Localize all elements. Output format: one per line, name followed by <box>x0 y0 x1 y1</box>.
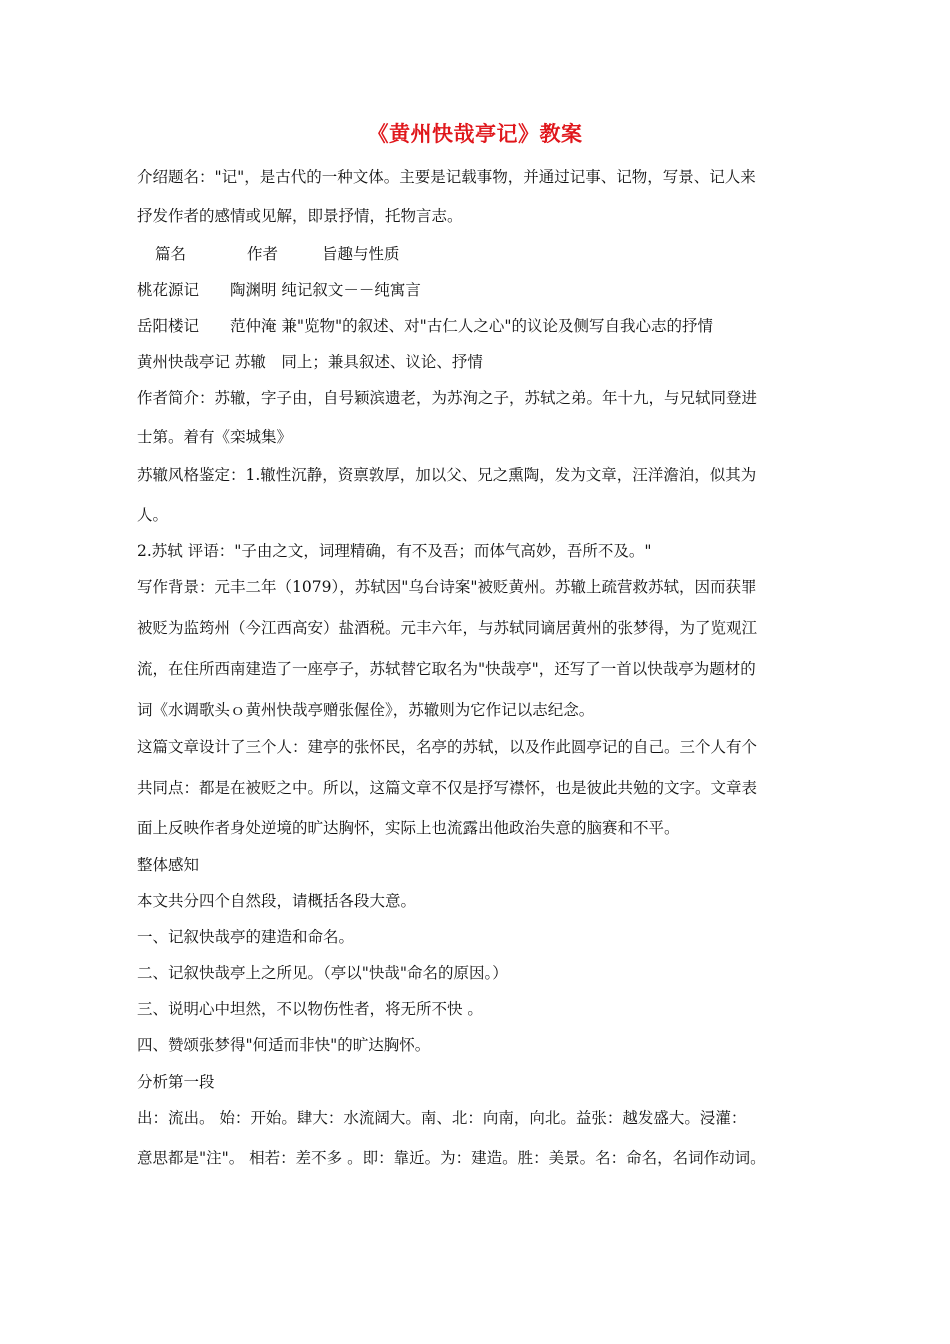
list-item: 二、记叙快哉亭上之所见。（亭以"快哉"命名的原因。） <box>137 964 508 982</box>
background-line-1: 写作背景：元丰二年（1079），苏轼因"乌台诗案"被贬黄州。苏辙上疏营救苏轼，因而获罪 <box>137 578 757 596</box>
author-intro-line-1: 作者简介：苏辙，字子由，自号颖滨遗老，为苏洵之子，苏轼之弟。年十九，与兄轼同登进 <box>137 389 758 407</box>
analysis-heading: 分析第一段 <box>137 1073 215 1091</box>
intro-line-1: 介绍题名："记"，是古代的一种文体。主要是记载事物，并通过记事、记物，写景、记人来 <box>137 168 756 186</box>
style-line-3: 2.苏轼 评语："子由之文，词理精确，有不及吾；而体气高妙，吾所不及。" <box>137 542 652 560</box>
analysis-line-2: 意思都是"注"。 相若：差不多 。即：靠近。为：建造。胜：美景。名：命名，名词作动词。 <box>137 1149 766 1167</box>
document-title: 《黄州快哉亭记》教案 <box>367 122 583 146</box>
table-header-row <box>0 244 950 264</box>
table-row: 桃花源记 陶渊明 纯记叙文－－纯寓言 <box>137 281 421 299</box>
list-item: 三、说明心中坦然，不以物伤性者，将无所不快 。 <box>137 1000 483 1018</box>
design-line-2: 共同点：都是在被贬之中。所以，这篇文章不仅是抒写襟怀，也是彼此共勉的文字。文章表 <box>137 779 758 797</box>
list-item: 一、记叙快哉亭的建造和命名。 <box>137 928 355 946</box>
header-theme: 旨趣与性质 <box>322 245 400 263</box>
intro-line-2: 抒发作者的感情或见解，即景抒情，托物言志。 <box>137 207 463 225</box>
analysis-line-1: 出：流出。 始：开始。肆大：水流阔大。南、北：向南，向北。益张：越发盛大。浸灌： <box>137 1109 747 1127</box>
background-line-3: 流，在住所西南建造了一座亭子，苏轼替它取名为"快哉亭"，还写了一首以快哉亭为题材的 <box>137 660 756 678</box>
style-line-2: 人。 <box>137 506 169 524</box>
list-item: 四、赞颂张梦得"何适而非快"的旷达胸怀。 <box>137 1036 431 1054</box>
design-line-1: 这篇文章设计了三个人：建亭的张怀民，名亭的苏轼，以及作此圆亭记的自己。三个人有个 <box>137 738 758 756</box>
overall-heading: 整体感知 <box>137 856 200 874</box>
header-title: 篇名 <box>155 245 187 263</box>
overall-intro: 本文共分四个自然段，请概括各段大意。 <box>137 892 417 910</box>
header-author: 作者 <box>247 245 279 263</box>
background-line-2: 被贬为监筠州（今江西高安）盐酒税。元丰六年，与苏轼同谪居黄州的张梦得，为了览观江 <box>137 619 758 637</box>
style-line-1: 苏辙风格鉴定：1.辙性沉静，资禀敦厚，加以父、兄之熏陶，发为文章，汪洋澹泊，似其为 <box>137 466 757 484</box>
author-intro-line-2: 士第。着有《栾城集》 <box>137 428 293 446</box>
background-line-4: 词《水调歌头ｏ黄州快哉亭赠张偓佺》，苏辙则为它作记以志纪念。 <box>137 701 595 719</box>
table-row: 黄州快哉亭记 苏辙 同上；兼具叙述、议论、抒情 <box>137 353 483 371</box>
table-row: 岳阳楼记 范仲淹 兼"览物"的叙述、对"古仁人之心"的议论及侧写自我心志的抒情 <box>137 317 713 335</box>
design-line-3: 面上反映作者身处逆境的旷达胸怀，实际上也流露出他政治失意的脑赛和不平。 <box>137 819 680 837</box>
